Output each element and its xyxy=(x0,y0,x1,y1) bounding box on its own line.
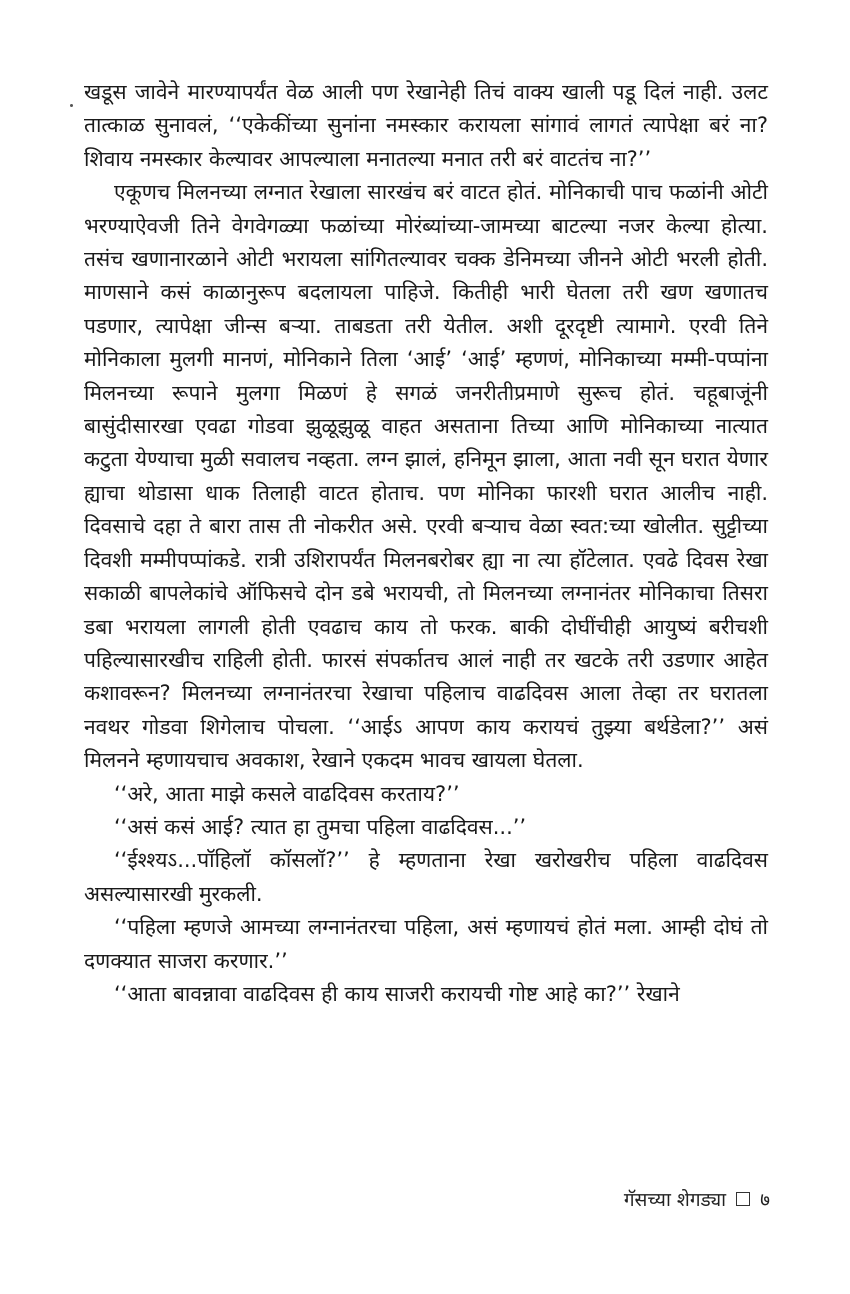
dialogue-line-1: ‘‘अरे, आता माझे कसले वाढदिवस करताय?’’ xyxy=(114,781,460,806)
dialogue-line-4: ‘‘पहिला म्हणजे आमच्या लग्नानंतरचा पहिला, असं म्हणायचं होतं मला. आम्ही दोघं तो दणक्यात साजरा करणार.’’ xyxy=(84,915,768,973)
separator-box-icon xyxy=(736,1192,750,1206)
page-body xyxy=(84,76,768,1256)
stray-mark xyxy=(70,104,73,107)
page-footer xyxy=(624,1186,770,1212)
paragraph-2: एकूणच मिलनच्या लग्नात रेखाला सारखंच बरं वाटत होतं. मोनिकाची पाच फळांनी ओटी भरण्याऐवजी तिने वेगवेगळ्या फळांच्या मोरंब्यांच्या-जामच्या बाटल्या नजर केल्या होत्या. तसंच खणानारळाने ओटी भरायला सांगितल्यावर चक्क डेनिमच्या जीनने ओटी भरली होती. माणसाने कसं काळानुरूप बदलायला पाहिजे. कितीही भारी घेतला तरी खण खणातच पडणार, त्यापेक्षा जीन्स बऱ्या. ताबडता तरी येतील. अशी दूरदृष्टी त्यामागे. एरवी तिने मोनिकाला मुलगी मानणं, मोनिकाने तिला ‘आई’ ‘आई’ म्हणणं, मोनिकाच्या मम्मी-पप्पांना मिलनच्या रूपाने मुलगा मिळणं हे सगळं जनरीतीप्रमाणे सुरूच होतं. चहूबाजूंनी बासुंदीसारखा एवढा गोडवा झुळूझुळू वाहत असताना तिच्या आणि मोनिकाच्या नात्यात कटुता येण्याचा मुळी सवालच नव्हता. लग्न झालं, हनिमून झाला, आता नवी सून घरात येणार ह्याचा थोडासा धाक तिलाही वाटत होताच. पण मोनिका फारशी घरात आलीच नाही. दिवसाचे दहा ते बारा तास ती नोकरीत असे. एरवी बऱ्याच वेळा स्वत:च्या खोलीत. सुट्टीच्या दिवशी मम्मीपप्पांकडे. रात्री उशिरापर्यंत मिलनबरोबर ह्या ना त्या हॉटेलात. एवढे दिवस रेखा सकाळी बापलेकांचे ऑफिसचे दोन डबे भरायची, तो मिलनच्या लग्नानंतर मोनिकाचा तिसरा डबा भरायला लागली होती एवढाच काय तो फरक. बाकी दोघींचीही आयुष्यं बरीचशी पहिल्यासारखीच राहिली होती. फारसं संपर्कातच आलं नाही तर खटके तरी उडणार आहेत कशावरून? मिलनच्या लग्नानंतरचा रेखाचा पहिलाच वाढदिवस आला तेव्हा तर घरातला नवथर गोडवा शिगेलाच पोचला. ‘‘आईऽ आपण काय करायचं तुझ्या बर्थडेला?’’ असं मिलनने म्हणायचाच अवकाश, रेखाने एकदम भावच खायला घेतला. xyxy=(84,180,768,773)
dialogue-line-3: ‘‘ईश्श्यऽ...पॉहिलॉ कॉसलॉ?’’ हे म्हणताना रेखा खरोखरीच पहिला वाढदिवस असल्यासारखी मुरकली. xyxy=(84,848,768,906)
dialogue-line-2: ‘‘असं कसं आई? त्यात हा तुमचा पहिला वाढदिवस...’’ xyxy=(114,814,527,839)
paragraph-1: खडूस जावेने मारण्यापर्यंत वेळ आली पण रेखानेही तिचं वाक्य खाली पडू दिलं नाही. उलट तात्काळ सुनावलं, ‘‘एकेकींच्या सुनांना नमस्कार करायला सांगावं लागतं त्यापेक्षा बरं ना? शिवाय नमस्कार केल्यावर आपल्याला मनातल्या मनात तरी बरं वाटतंच ना?’’ xyxy=(84,80,768,171)
dialogue-line-5: ‘‘आता बावन्नावा वाढदिवस ही काय साजरी करायची गोष्ट आहे का?’’ रेखाने xyxy=(114,981,680,1006)
running-title: गॅसच्या शेगड्या xyxy=(623,1189,727,1211)
page-number: ७ xyxy=(760,1189,770,1211)
